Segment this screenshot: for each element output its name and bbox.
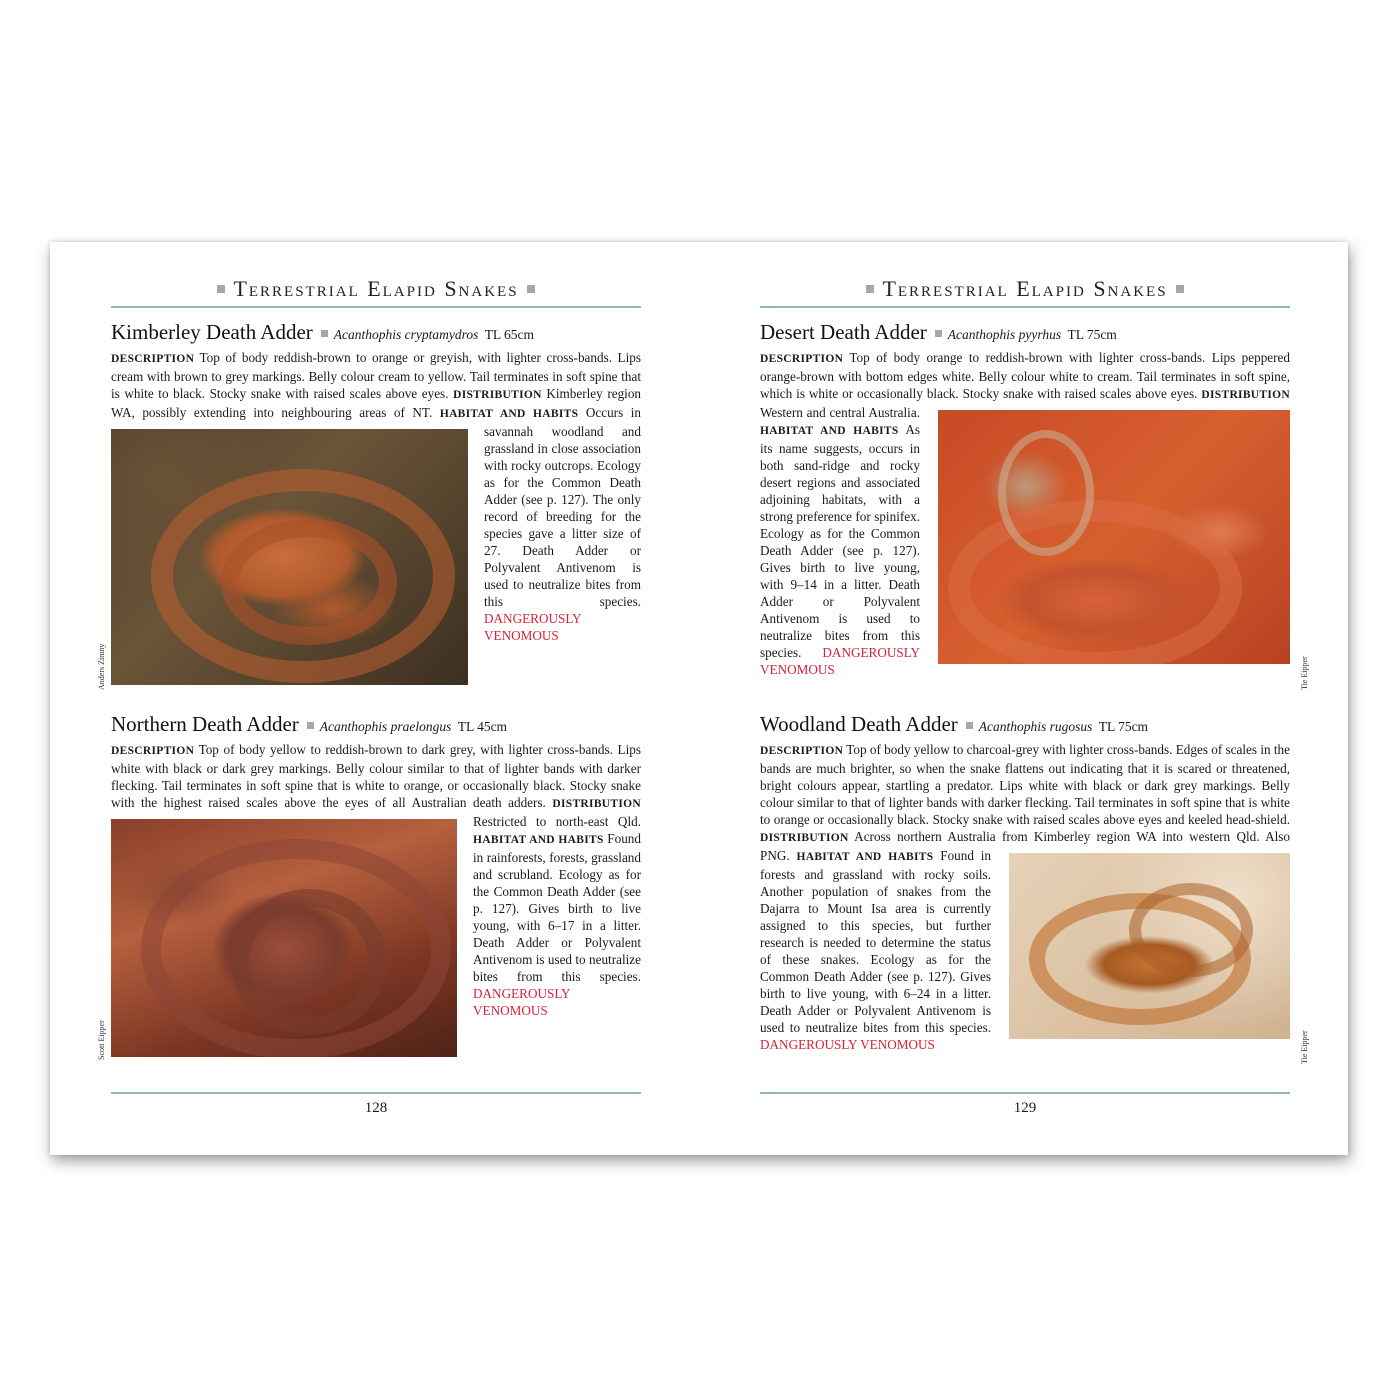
page-number: 128 (364, 1100, 388, 1116)
description-label: DESCRIPTION (111, 353, 195, 365)
page-number: 129 (1013, 1100, 1037, 1116)
distribution-text: Western and central Australia. (760, 405, 920, 420)
running-head: Terrestrial Elapid Snakes (111, 276, 641, 302)
venom-status: DANGEROUSLY VENOMOUS (473, 986, 571, 1018)
venom-status: DANGEROUSLY VENOMOUS (760, 1037, 935, 1052)
habitat-label: HABITAT AND HABITS (473, 834, 604, 846)
square-ornament (966, 722, 973, 729)
square-ornament (321, 330, 328, 337)
entry-body (111, 741, 641, 1019)
description-text: Top of body yellow to reddish-brown to dark grey, with lighter cross-bands. Lips white with black or dark grey markings. Belly colour similar to that of lighter bands with darker flecking. Tail terminates in soft spine that is white to orange, or occasionally black. Stocky snake with the highest raised scales above the eyes of all Australian death adders. (111, 742, 641, 810)
scientific-name: Acanthophis pyyrhus (947, 327, 1062, 342)
common-name: Kimberley Death Adder (111, 320, 313, 344)
book-spread (50, 242, 1348, 1155)
distribution-text: Kimberley region WA, possibly extending into neighbouring areas of NT. (111, 386, 642, 420)
habitat-label: HABITAT AND HABITS (760, 425, 899, 437)
venom-status: DANGEROUSLY VENOMOUS (484, 611, 582, 643)
species-entry (111, 320, 641, 689)
running-head: Terrestrial Elapid Snakes (760, 276, 1290, 302)
description-label: DESCRIPTION (111, 745, 195, 757)
entry-body (760, 741, 1290, 1053)
total-length: TL 75cm (1067, 327, 1117, 342)
common-name: Desert Death Adder (760, 320, 927, 344)
venom-status: DANGEROUSLY VENOMOUS (760, 645, 920, 677)
square-ornament (1176, 285, 1184, 293)
distribution-text: Restricted to north-east Qld. (473, 814, 641, 829)
species-photo (1009, 853, 1290, 1039)
habitat-text: As its name suggests, occurs in both sand-ridge and rocky desert regions and associated adjoining habitats, with a strong preference for spinifex. Ecology as for the Common Death Adder (see p. 127). Gives birth to live young, with 9–14 in a litter. Death Adder or Polyvalent Antivenom is used to neutralize bites from this species. (760, 422, 920, 660)
left-page (97, 242, 642, 1155)
distribution-label: DISTRIBUTION (1201, 389, 1291, 401)
distribution-text: Across northern Australia from Kimberley region WA into western Qld. Also PNG. (760, 829, 1290, 863)
description-label: DESCRIPTION (760, 745, 844, 757)
header-rule (111, 306, 641, 308)
habitat-label: HABITAT AND HABITS (439, 408, 579, 420)
distribution-label: DISTRIBUTION (453, 389, 542, 401)
entry-body (760, 349, 1290, 678)
habitat-label: HABITAT AND HABITS (796, 851, 934, 863)
total-length: TL 65cm (484, 327, 535, 342)
species-entry (111, 712, 641, 1061)
total-length: TL 45cm (457, 719, 508, 734)
habitat-text: Found in forests and grassland with rocky soils. Another population of snakes from the Dajarra to Mount Isa area is currently assigned to this species, but further research is needed to determine the status of these snakes. Ecology as for the Common Death Adder (see p. 127). Gives birth to live young, with 6–24 in a litter. Death Adder or Polyvalent Antivenom is used to neutralize bites from this species. (760, 848, 991, 1035)
scientific-name: Acanthophis rugosus (978, 719, 1093, 734)
description-text: Top of body orange to reddish-brown with lighter cross-bands. Lips peppered orange-brown with bottom edges white. Belly colour white to cream. Tail terminates in soft spine, which is white or occasionally black. Stocky snake with raised scales above eyes. (760, 350, 1290, 401)
species-entry (760, 712, 1290, 1053)
entry-title (760, 320, 1290, 347)
species-photo (938, 410, 1290, 664)
photo-credit: Scott Eipper (97, 1020, 106, 1060)
square-ornament (935, 330, 942, 337)
square-ornament (307, 722, 314, 729)
habitat-text: Found in rainforests, forests, grassland and scrubland. Ecology as for the Common Death Adder (see p. 127). Gives birth to live young, with 6–17 in a litter. Death Adder or Polyvalent Antivenom is used to neutralize bites from this species. (473, 831, 641, 984)
description-text: Top of body yellow to charcoal-grey with lighter cross-bands. Edges of scales in the bands are much brighter, so when the snake flattens out indicating that it is scared or threatened, bright colours appear, startling a predator. Lips white with black or dark grey markings. Belly colour similar to that of lighter bands with darker flecking. Tail terminates in soft spine that is white to orange or occasionally black. Stocky snake with raised scales above eyes and keeled head-shield. (760, 742, 1291, 827)
footer-rule (760, 1092, 1290, 1094)
scientific-name: Acanthophis praelongus (319, 719, 452, 734)
photo-credit: Tie Eipper (1300, 656, 1309, 690)
footer-rule (111, 1092, 641, 1094)
photo-credit: Anders Zimny (97, 643, 106, 690)
scientific-name: Acanthophis cryptamydros (333, 327, 479, 342)
species-entry (760, 320, 1290, 678)
common-name: Northern Death Adder (111, 712, 299, 736)
description-text: Top of body reddish-brown to orange or greyish, with lighter cross-bands. Lips cream with brown to grey markings. Belly colour cream to yellow. Tail terminates in soft spine that is white to black. Stocky snake with raised scales above eyes. (111, 350, 641, 401)
entry-title (111, 320, 641, 347)
entry-title (111, 712, 641, 739)
description-label: DESCRIPTION (760, 353, 844, 365)
total-length: TL 75cm (1098, 719, 1149, 734)
habitat-text: Occurs in savannah woodland and grassland in close association with rocky outcrops. Ecology as for the Common Death Adder (see p. 127). The only record of breeding for the species gave a litter size of 27. Death Adder or Polyvalent Antivenom is used to neutralize bites from this species. (484, 405, 641, 609)
square-ornament (866, 285, 874, 293)
right-page (760, 242, 1309, 1155)
distribution-label: DISTRIBUTION (552, 798, 641, 810)
header-rule (760, 306, 1290, 308)
entry-title (760, 712, 1290, 739)
common-name: Woodland Death Adder (760, 712, 958, 736)
species-photo (111, 429, 468, 685)
entry-body (111, 349, 641, 644)
distribution-label: DISTRIBUTION (760, 832, 849, 844)
square-ornament (527, 285, 535, 293)
species-photo (111, 819, 457, 1057)
photo-credit: Tie Eipper (1300, 1030, 1309, 1064)
square-ornament (217, 285, 225, 293)
